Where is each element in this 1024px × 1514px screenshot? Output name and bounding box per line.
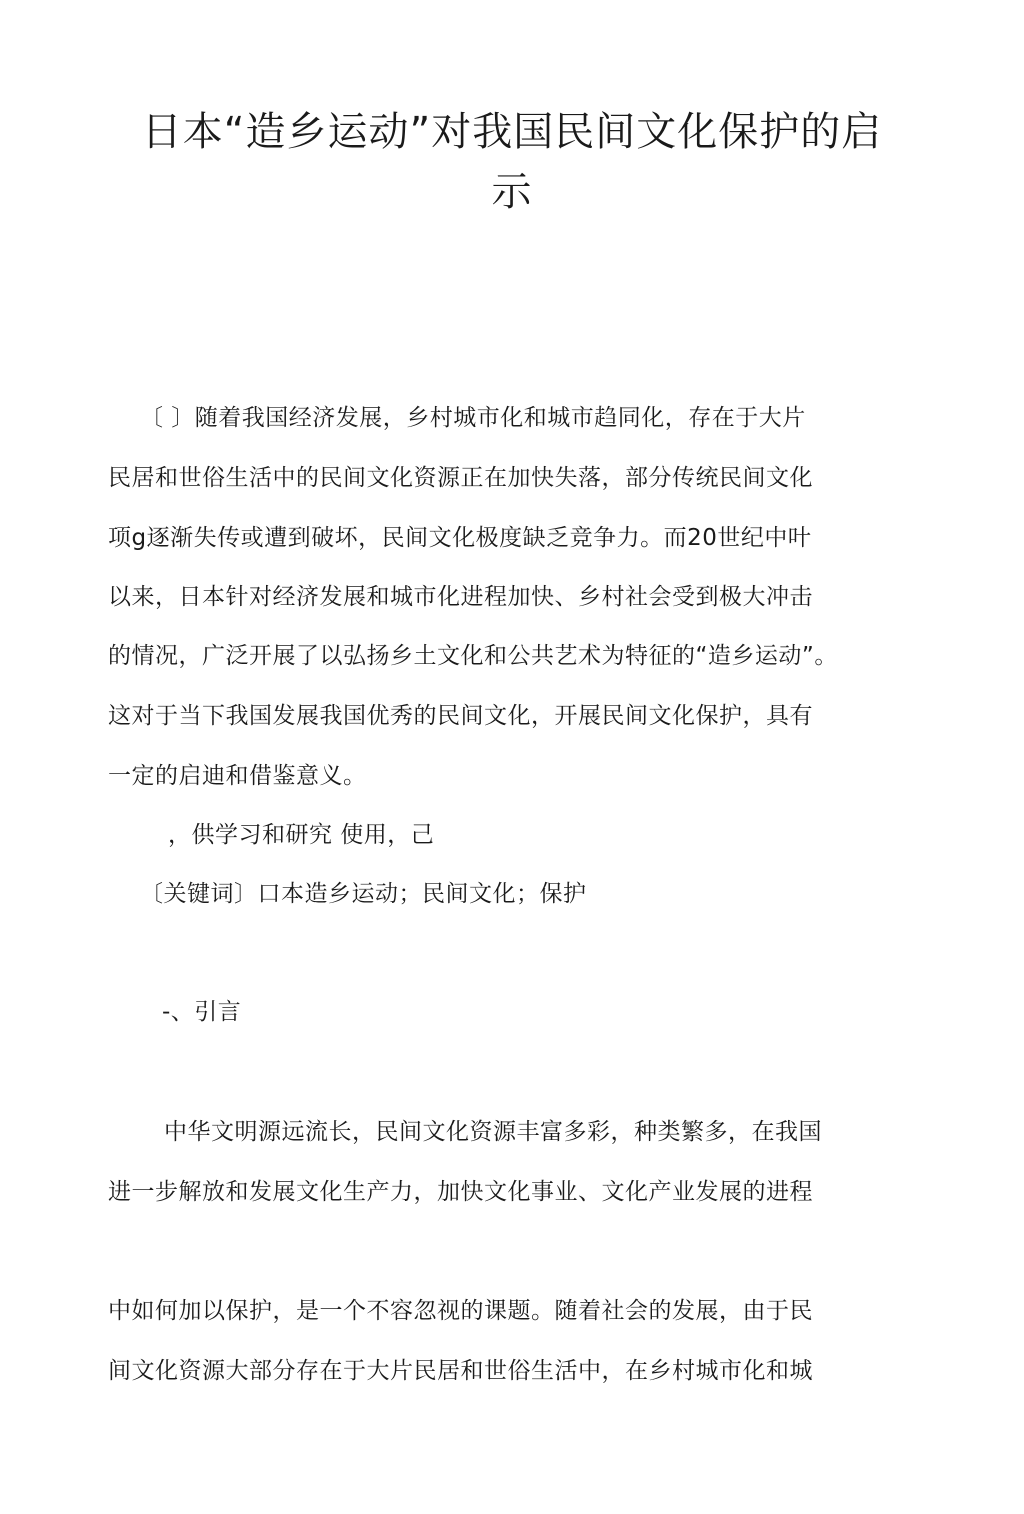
note-line: ，供学习和研究 使用，己 — [168, 822, 435, 848]
abstract-line-3: 项g逐渐失传或遭到破坏，民间文化极度缺乏竞争力。而20世纪中叶 — [108, 525, 812, 551]
abstract-line-1: 〔 〕随着我国经济发展，乡村城市化和城市趋同化，存在于大片 — [140, 405, 806, 431]
document-title-line-2: 示 — [491, 169, 533, 215]
body-line-2: 进一步解放和发展文化生产力，加快文化事业、文化产业发展的进程 — [108, 1179, 813, 1205]
abstract-line-5: 的情况，广泛开展了以弘扬乡土文化和公共艺术为特征的“造乡运动”。 — [108, 643, 838, 669]
body-line-1: 中华文明源远流长，民间文化资源丰富多彩，种类繁多，在我国 — [164, 1119, 822, 1145]
body-line-4: 间文化资源大部分存在于大片民居和世俗生活中，在乡村城市化和城 — [108, 1358, 813, 1384]
abstract-line-4: 以来，日本针对经济发展和城市化进程加快、乡村社会受到极大冲击 — [108, 584, 813, 610]
keywords-line: 〔关键词〕口本造乡运动；民间文化；保护 — [140, 881, 587, 907]
abstract-line-6: 这对于当下我国发展我国优秀的民间文化，开展民间文化保护，具有 — [108, 703, 813, 729]
abstract-line-2: 民居和世俗生活中的民间文化资源正在加快失落，部分传统民间文化 — [108, 465, 813, 491]
body-line-3: 中如何加以保护，是一个不容忽视的课题。随着社会的发展，由于民 — [108, 1298, 813, 1324]
abstract-line-7: 一定的启迪和借鉴意义。 — [108, 763, 367, 789]
section-heading: -、引言 — [162, 999, 242, 1025]
document-title-line-1: 日本“造乡运动”对我国民间文化保护的启 — [141, 109, 883, 155]
